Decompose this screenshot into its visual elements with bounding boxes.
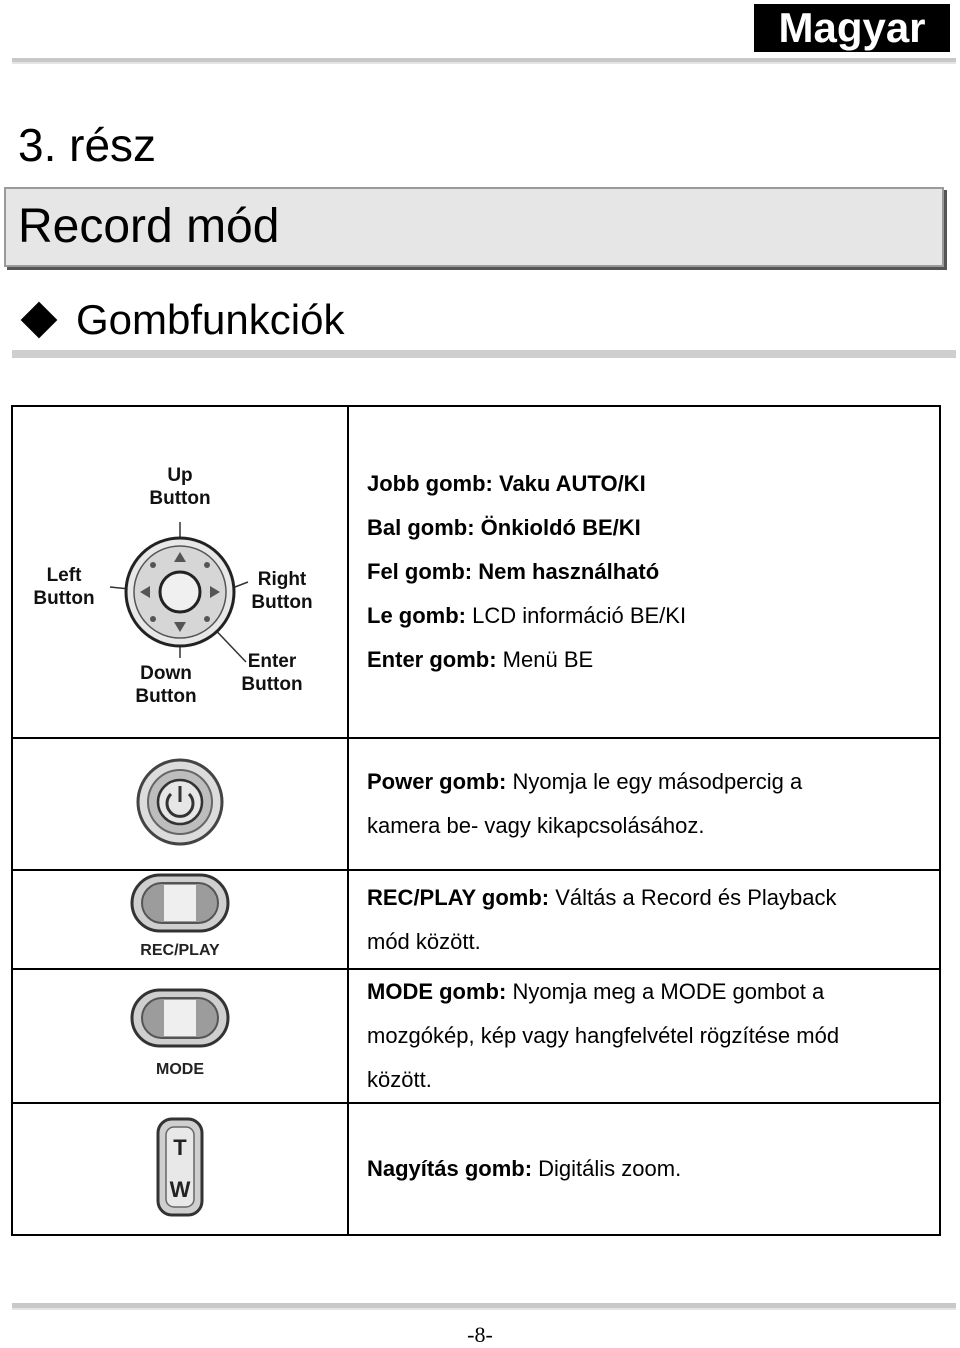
zoom-image-cell xyxy=(12,1103,348,1235)
description-line: között. xyxy=(367,1067,432,1092)
description-line: Jobb gomb: Vaku AUTO/KI xyxy=(367,471,646,496)
left-button-label: Left Button xyxy=(33,565,95,609)
description-line: Power gomb: Nyomja le egy másodpercig a xyxy=(367,769,803,794)
right-button-label: Right Button xyxy=(251,569,313,613)
table-row xyxy=(12,870,940,969)
language-badge: Magyar xyxy=(754,4,950,52)
dpad-diagram xyxy=(20,422,340,722)
up-button-label: Up Button xyxy=(149,465,211,509)
description-line: mozgókép, kép vagy hangfelvétel rögzítése mód xyxy=(367,1023,840,1048)
page-number: -8- xyxy=(467,1322,493,1347)
dpad-description-cell xyxy=(348,406,940,738)
rec-play-icon-label: REC/PLAY xyxy=(140,942,220,959)
description-line: Bal gomb: Önkioldó BE/KI xyxy=(367,515,641,540)
header-divider xyxy=(12,58,956,64)
table-row xyxy=(12,1103,940,1235)
diamond-bullet-icon xyxy=(21,302,58,339)
section-number: 3. rész xyxy=(18,119,157,171)
section-title: Record mód xyxy=(18,200,280,253)
table-row xyxy=(12,969,940,1103)
description-line: Nagyítás gomb: Digitális zoom. xyxy=(367,1156,682,1181)
description-line: mód között. xyxy=(367,928,481,954)
button-function-table xyxy=(11,405,941,1236)
dpad-image-cell xyxy=(12,406,348,738)
description-line: kamera be- vagy kikapcsolásához. xyxy=(367,813,705,838)
recplay-description-cell xyxy=(348,870,940,969)
enter-button-label: Enter Button xyxy=(241,651,303,695)
subsection-divider xyxy=(12,350,956,358)
down-button-label: Down Button xyxy=(135,663,197,707)
power-button-icon xyxy=(130,752,230,852)
description-line: Le gomb: LCD információ BE/KI xyxy=(367,603,687,628)
footer-divider xyxy=(12,1303,956,1310)
zoom-tele-letter: T xyxy=(173,1134,187,1160)
zoom-button-icon xyxy=(150,1115,210,1219)
mode-icon-label: MODE xyxy=(156,1060,204,1078)
power-description-cell xyxy=(348,738,940,870)
power-image-cell xyxy=(12,738,348,870)
table-row xyxy=(12,406,940,738)
subsection-heading xyxy=(22,296,344,344)
table-row xyxy=(12,738,940,870)
description-line: Fel gomb: Nem használható xyxy=(367,559,660,584)
mode-image-cell xyxy=(12,969,348,1103)
section-title-box xyxy=(4,187,944,267)
zoom-wide-letter: W xyxy=(169,1176,191,1202)
description-line: REC/PLAY gomb: Váltás a Record és Playback xyxy=(367,884,837,910)
recplay-image-cell xyxy=(12,870,348,969)
zoom-description-cell xyxy=(348,1103,940,1235)
mode-description-cell xyxy=(348,969,940,1103)
subsection-title: Gombfunkciók xyxy=(76,296,345,343)
description-line: Enter gomb: Menü BE xyxy=(367,647,594,672)
rec-play-switch-icon xyxy=(120,871,240,963)
mode-switch-icon xyxy=(120,984,240,1084)
description-line: MODE gomb: Nyomja meg a MODE gombot a xyxy=(367,979,825,1004)
